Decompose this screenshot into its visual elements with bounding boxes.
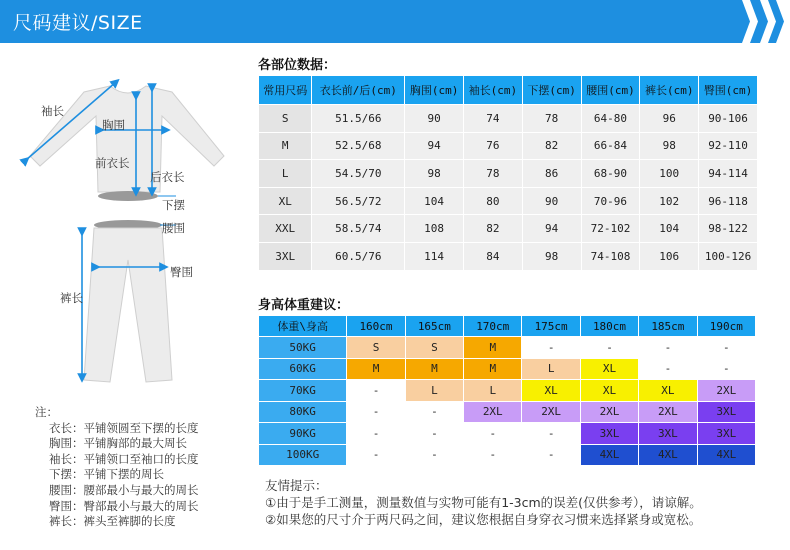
notes-block [35, 405, 199, 530]
measure-title: 各部位数据： [258, 58, 337, 73]
size-suggestion-cell: - [522, 423, 580, 445]
label-front-length: 前衣长 [95, 156, 130, 170]
measure-cell: 94 [405, 132, 464, 160]
size-suggestion-cell: - [347, 423, 405, 445]
measure-cell: 68-90 [581, 160, 640, 188]
measure-cell: 102 [640, 187, 699, 215]
hw-row [259, 358, 756, 380]
size-suggestion-cell: - [405, 423, 463, 445]
hw-row [259, 444, 756, 466]
measure-cell: 64-80 [581, 105, 640, 133]
measure-cell: 90 [405, 105, 464, 133]
size-suggestion-cell: - [522, 337, 580, 359]
size-suggestion-cell: - [580, 337, 638, 359]
measure-cell: 52.5/68 [312, 132, 405, 160]
measure-cell: 82 [464, 215, 523, 243]
size-suggestion-cell: - [639, 337, 697, 359]
size-suggestion-cell: M [464, 358, 522, 380]
notes-title: 注： [35, 405, 58, 419]
label-pants: 裤长 [60, 291, 83, 305]
weight-cell: 80KG [259, 401, 347, 423]
size-suggestion-cell: 3XL [697, 401, 755, 423]
note-line: 胸围：平铺胸部的最大周长 [49, 436, 187, 451]
size-suggestion-cell: - [464, 444, 522, 466]
measure-cell: 84 [464, 242, 523, 270]
measure-header: 臀围(cm) [699, 76, 758, 105]
hw-row [259, 380, 756, 402]
garment-diagram [0, 60, 250, 400]
tip-line: ②如果您的尺寸介于两尺码之间，建议您根据自身穿衣习惯来选择紧身或宽松。 [265, 512, 702, 527]
tip-line: ①由于是手工测量，测量数值与实物可能有1-3cm的误差(仅供参考），请谅解。 [265, 495, 702, 510]
measure-cell: 82 [522, 132, 581, 160]
label-chest: 胸围 [102, 118, 125, 132]
label-back-length: 后衣长 [150, 170, 185, 184]
size-suggestion-cell: M [405, 358, 463, 380]
size-suggestion-cell: 2XL [580, 401, 638, 423]
tips-block [265, 477, 702, 528]
hw-header: 165cm [405, 316, 463, 337]
measure-cell: 98 [640, 132, 699, 160]
size-suggestion-cell: 2XL [639, 401, 697, 423]
size-suggestion-cell: - [405, 444, 463, 466]
note-line: 腰围：腰部最小与最大的周长 [49, 482, 199, 497]
measure-cell: 78 [522, 105, 581, 133]
size-suggestion-cell: - [697, 358, 755, 380]
hw-row [259, 337, 756, 359]
measure-header: 腰围(cm) [581, 76, 640, 105]
measure-row [259, 105, 758, 133]
label-waist: 腰围 [162, 221, 185, 235]
measure-row [259, 132, 758, 160]
measure-cell: 98 [405, 160, 464, 188]
measure-cell: 94 [522, 215, 581, 243]
measure-cell: 98-122 [699, 215, 758, 243]
measure-cell: 76 [464, 132, 523, 160]
size-cell: S [259, 105, 312, 133]
measure-cell: 108 [405, 215, 464, 243]
measure-cell: 90-106 [699, 105, 758, 133]
size-cell: XXL [259, 215, 312, 243]
measure-header: 下摆(cm) [522, 76, 581, 105]
size-suggestion-cell: XL [580, 358, 638, 380]
size-suggestion-cell: 2XL [464, 401, 522, 423]
measure-cell: 98 [522, 242, 581, 270]
size-cell: 3XL [259, 242, 312, 270]
measure-cell: 51.5/66 [312, 105, 405, 133]
size-suggestion-cell: - [522, 444, 580, 466]
size-suggestion-cell: 4XL [639, 444, 697, 466]
size-suggestion-cell: XL [580, 380, 638, 402]
measure-header-row [259, 76, 758, 105]
measure-row [259, 242, 758, 270]
size-suggestion-cell: XL [522, 380, 580, 402]
hw-title: 身高体重建议： [258, 298, 350, 313]
size-suggestion-cell: L [522, 358, 580, 380]
measure-row [259, 215, 758, 243]
measure-cell: 78 [464, 160, 523, 188]
hw-header: 190cm [697, 316, 755, 337]
size-suggestion-cell: S [405, 337, 463, 359]
size-suggestion-cell: - [405, 401, 463, 423]
label-hem: 下摆 [162, 198, 185, 212]
size-suggestion-cell: - [697, 337, 755, 359]
weight-cell: 50KG [259, 337, 347, 359]
measure-header: 衣长前/后(cm) [312, 76, 405, 105]
size-cell: L [259, 160, 312, 188]
measure-header: 袖长(cm) [464, 76, 523, 105]
measure-cell: 106 [640, 242, 699, 270]
note-line: 裤长：裤头至裤脚的长度 [49, 514, 176, 529]
measure-cell: 56.5/72 [312, 187, 405, 215]
measure-cell: 58.5/74 [312, 215, 405, 243]
measure-header: 常用尺码 [259, 76, 312, 105]
note-line: 袖长：平铺领口至袖口的长度 [49, 451, 199, 466]
hw-header-row [259, 316, 756, 337]
hw-header: 185cm [639, 316, 697, 337]
hw-header: 160cm [347, 316, 405, 337]
size-suggestion-cell: 4XL [580, 444, 638, 466]
measure-cell: 60.5/76 [312, 242, 405, 270]
measure-row [259, 187, 758, 215]
measure-table [258, 75, 758, 271]
measure-row [259, 160, 758, 188]
hw-table [258, 315, 756, 466]
measure-header: 胸围(cm) [405, 76, 464, 105]
measure-cell: 104 [405, 187, 464, 215]
hw-row [259, 423, 756, 445]
measure-cell: 92-110 [699, 132, 758, 160]
size-suggestion-cell: M [347, 358, 405, 380]
size-cell: XL [259, 187, 312, 215]
measure-cell: 114 [405, 242, 464, 270]
hw-header: 180cm [580, 316, 638, 337]
size-suggestion-cell: 3XL [697, 423, 755, 445]
weight-cell: 70KG [259, 380, 347, 402]
label-hip: 臀围 [170, 265, 193, 279]
measure-cell: 94-114 [699, 160, 758, 188]
size-cell: M [259, 132, 312, 160]
chevron-decoration-icon [730, 0, 790, 43]
measure-cell: 100 [640, 160, 699, 188]
measure-cell: 66-84 [581, 132, 640, 160]
size-suggestion-cell: 3XL [580, 423, 638, 445]
size-suggestion-cell: - [347, 401, 405, 423]
note-line: 衣长：平铺领圆至下摆的长度 [49, 420, 199, 435]
tips-title: 友情提示： [265, 478, 328, 493]
size-suggestion-cell: 3XL [639, 423, 697, 445]
size-suggestion-cell: - [464, 423, 522, 445]
note-line: 下摆：平铺下摆的周长 [49, 467, 164, 482]
measure-cell: 96 [640, 105, 699, 133]
measure-cell: 104 [640, 215, 699, 243]
weight-cell: 90KG [259, 423, 347, 445]
measure-cell: 90 [522, 187, 581, 215]
page-title: 尺码建议/SIZE [13, 12, 143, 34]
measure-cell: 74 [464, 105, 523, 133]
weight-cell: 60KG [259, 358, 347, 380]
size-suggestion-cell: L [464, 380, 522, 402]
measure-cell: 74-108 [581, 242, 640, 270]
size-suggestion-cell: - [347, 380, 405, 402]
size-suggestion-cell: S [347, 337, 405, 359]
label-sleeve: 袖长 [41, 104, 64, 118]
size-suggestion-cell: 4XL [697, 444, 755, 466]
hw-header: 175cm [522, 316, 580, 337]
measure-cell: 80 [464, 187, 523, 215]
measure-cell: 100-126 [699, 242, 758, 270]
header-banner [0, 0, 790, 43]
size-suggestion-cell: L [405, 380, 463, 402]
measure-cell: 70-96 [581, 187, 640, 215]
measure-cell: 72-102 [581, 215, 640, 243]
hw-header: 170cm [464, 316, 522, 337]
measure-cell: 86 [522, 160, 581, 188]
measure-cell: 54.5/70 [312, 160, 405, 188]
weight-cell: 100KG [259, 444, 347, 466]
size-suggestion-cell: - [347, 444, 405, 466]
hw-header: 体重\身高 [259, 316, 347, 337]
note-line: 臀围：臀部最小与最大的周长 [49, 498, 199, 513]
measure-header: 裤长(cm) [640, 76, 699, 105]
size-suggestion-cell: 2XL [522, 401, 580, 423]
hw-row [259, 401, 756, 423]
measure-cell: 96-118 [699, 187, 758, 215]
size-suggestion-cell: 2XL [697, 380, 755, 402]
size-suggestion-cell: M [464, 337, 522, 359]
size-suggestion-cell: XL [639, 380, 697, 402]
size-suggestion-cell: - [639, 358, 697, 380]
